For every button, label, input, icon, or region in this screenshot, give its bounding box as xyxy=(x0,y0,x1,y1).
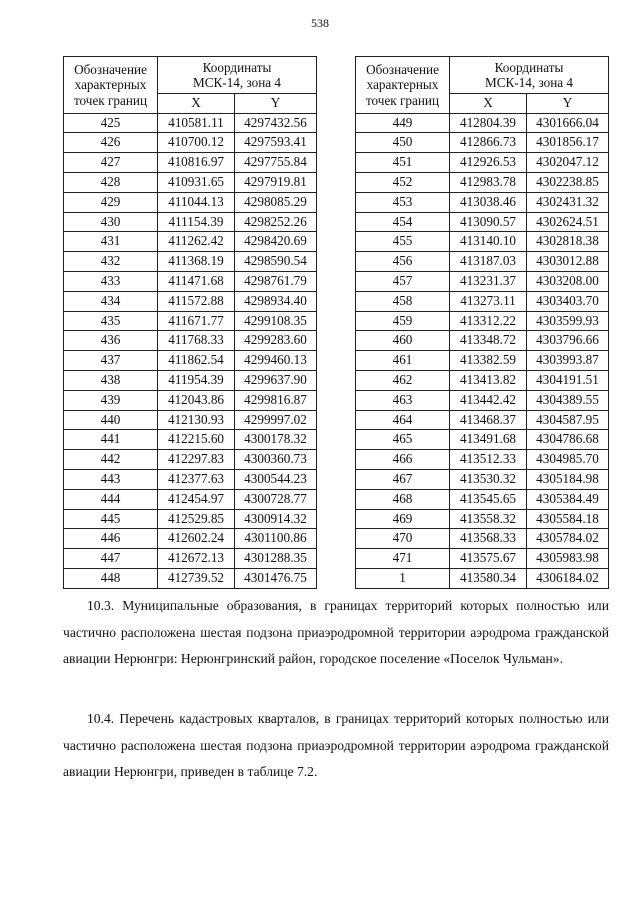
x-coordinate-cell: 410931.65 xyxy=(158,172,235,192)
y-coordinate-cell: 4302818.38 xyxy=(527,232,609,252)
table-row xyxy=(64,311,317,331)
x-coordinate-cell: 413382.59 xyxy=(450,351,527,371)
table-row xyxy=(356,271,609,291)
point-number-cell: 429 xyxy=(64,192,158,212)
x-coordinate-cell: 413348.72 xyxy=(450,331,527,351)
x-coordinate-cell: 412377.63 xyxy=(158,469,235,489)
header-y: Y xyxy=(235,94,317,114)
header-coordinates: Координаты МСК-14, зона 4 xyxy=(158,57,317,94)
point-number-cell: 464 xyxy=(356,410,450,430)
y-coordinate-cell: 4303993.87 xyxy=(527,351,609,371)
x-coordinate-cell: 413468.37 xyxy=(450,410,527,430)
x-coordinate-cell: 412866.73 xyxy=(450,133,527,153)
point-number-cell: 431 xyxy=(64,232,158,252)
x-coordinate-cell: 411671.77 xyxy=(158,311,235,331)
x-coordinate-cell: 413312.22 xyxy=(450,311,527,331)
header-coordinates: Координаты МСК-14, зона 4 xyxy=(450,57,609,94)
x-coordinate-cell: 411572.88 xyxy=(158,291,235,311)
y-coordinate-cell: 4303796.66 xyxy=(527,331,609,351)
point-number-cell: 460 xyxy=(356,331,450,351)
x-coordinate-cell: 413530.32 xyxy=(450,469,527,489)
x-coordinate-cell: 412215.60 xyxy=(158,430,235,450)
x-coordinate-cell: 411262.42 xyxy=(158,232,235,252)
point-number-cell: 444 xyxy=(64,489,158,509)
table-row xyxy=(356,529,609,549)
table-row xyxy=(64,430,317,450)
y-coordinate-cell: 4301288.35 xyxy=(235,549,317,569)
point-number-cell: 432 xyxy=(64,252,158,272)
table-row xyxy=(64,450,317,470)
table-row xyxy=(64,212,317,232)
point-number-cell: 451 xyxy=(356,153,450,173)
x-coordinate-cell: 411154.39 xyxy=(158,212,235,232)
point-number-cell: 452 xyxy=(356,172,450,192)
point-number-cell: 426 xyxy=(64,133,158,153)
table-row xyxy=(356,469,609,489)
table-row xyxy=(64,509,317,529)
x-coordinate-cell: 413231.37 xyxy=(450,271,527,291)
x-coordinate-cell: 412043.86 xyxy=(158,390,235,410)
table-row xyxy=(356,212,609,232)
y-coordinate-cell: 4304985.70 xyxy=(527,450,609,470)
table-row xyxy=(64,271,317,291)
table-row xyxy=(64,192,317,212)
table-row xyxy=(64,291,317,311)
x-coordinate-cell: 411044.13 xyxy=(158,192,235,212)
paragraph-10-4: 10.4. Перечень кадастровых кварталов, в границах территорий которых полностью или частично расположена шестая подзона приаэродромной территории аэродрома гражданской авиации Нерюнгри, приведен в таблице 7.2. xyxy=(63,711,609,779)
x-coordinate-cell: 413413.82 xyxy=(450,370,527,390)
y-coordinate-cell: 4302047.12 xyxy=(527,153,609,173)
point-number-cell: 466 xyxy=(356,450,450,470)
x-coordinate-cell: 412602.24 xyxy=(158,529,235,549)
x-coordinate-cell: 412672.13 xyxy=(158,549,235,569)
table-row xyxy=(64,172,317,192)
header-x: X xyxy=(450,94,527,114)
x-coordinate-cell: 413545.65 xyxy=(450,489,527,509)
table-row xyxy=(356,549,609,569)
y-coordinate-cell: 4301856.17 xyxy=(527,133,609,153)
x-coordinate-cell: 412983.78 xyxy=(450,172,527,192)
table-row xyxy=(356,291,609,311)
point-number-cell: 449 xyxy=(356,113,450,133)
table-row xyxy=(356,351,609,371)
point-number-cell: 439 xyxy=(64,390,158,410)
y-coordinate-cell: 4305584.18 xyxy=(527,509,609,529)
x-coordinate-cell: 412454.97 xyxy=(158,489,235,509)
table-row xyxy=(356,370,609,390)
y-coordinate-cell: 4299283.60 xyxy=(235,331,317,351)
y-coordinate-cell: 4304389.55 xyxy=(527,390,609,410)
y-coordinate-cell: 4300544.23 xyxy=(235,469,317,489)
x-coordinate-cell: 412804.39 xyxy=(450,113,527,133)
point-number-cell: 442 xyxy=(64,450,158,470)
x-coordinate-cell: 412739.52 xyxy=(158,568,235,588)
y-coordinate-cell: 4300728.77 xyxy=(235,489,317,509)
y-coordinate-cell: 4298420.69 xyxy=(235,232,317,252)
point-number-cell: 428 xyxy=(64,172,158,192)
x-coordinate-cell: 413273.11 xyxy=(450,291,527,311)
point-number-cell: 448 xyxy=(64,568,158,588)
y-coordinate-cell: 4305784.02 xyxy=(527,529,609,549)
table-row xyxy=(356,133,609,153)
x-coordinate-cell: 412297.83 xyxy=(158,450,235,470)
point-number-cell: 436 xyxy=(64,331,158,351)
page-number: 538 xyxy=(311,16,329,30)
x-coordinate-cell: 413575.67 xyxy=(450,549,527,569)
point-number-cell: 470 xyxy=(356,529,450,549)
table-row xyxy=(64,133,317,153)
point-number-cell: 468 xyxy=(356,489,450,509)
y-coordinate-cell: 4303012.88 xyxy=(527,252,609,272)
point-number-cell: 440 xyxy=(64,410,158,430)
x-coordinate-cell: 410700.12 xyxy=(158,133,235,153)
table-row xyxy=(356,568,609,588)
table-row xyxy=(356,489,609,509)
x-coordinate-cell: 413090.57 xyxy=(450,212,527,232)
table-row xyxy=(356,390,609,410)
table-row xyxy=(64,549,317,569)
x-coordinate-cell: 411862.54 xyxy=(158,351,235,371)
point-number-cell: 458 xyxy=(356,291,450,311)
y-coordinate-cell: 4299108.35 xyxy=(235,311,317,331)
y-coordinate-cell: 4301476.75 xyxy=(235,568,317,588)
y-coordinate-cell: 4299637.90 xyxy=(235,370,317,390)
y-coordinate-cell: 4297755.84 xyxy=(235,153,317,173)
point-number-cell: 433 xyxy=(64,271,158,291)
x-coordinate-cell: 411368.19 xyxy=(158,252,235,272)
point-number-cell: 437 xyxy=(64,351,158,371)
table-row xyxy=(356,410,609,430)
table-row xyxy=(64,390,317,410)
y-coordinate-cell: 4300360.73 xyxy=(235,450,317,470)
x-coordinate-cell: 413491.68 xyxy=(450,430,527,450)
point-number-cell: 469 xyxy=(356,509,450,529)
y-coordinate-cell: 4299997.02 xyxy=(235,410,317,430)
header-point-designation: Обозначение характерных точек границ xyxy=(356,57,450,114)
y-coordinate-cell: 4304587.95 xyxy=(527,410,609,430)
x-coordinate-cell: 412926.53 xyxy=(450,153,527,173)
x-coordinate-cell: 413512.33 xyxy=(450,450,527,470)
point-number-cell: 1 xyxy=(356,568,450,588)
table-row xyxy=(64,153,317,173)
y-coordinate-cell: 4297919.81 xyxy=(235,172,317,192)
point-number-cell: 434 xyxy=(64,291,158,311)
y-coordinate-cell: 4302624.51 xyxy=(527,212,609,232)
point-number-cell: 455 xyxy=(356,232,450,252)
header-point-designation: Обозначение характерных точек границ xyxy=(64,57,158,114)
table-row xyxy=(356,450,609,470)
y-coordinate-cell: 4305384.49 xyxy=(527,489,609,509)
x-coordinate-cell: 412529.85 xyxy=(158,509,235,529)
point-number-cell: 459 xyxy=(356,311,450,331)
point-number-cell: 456 xyxy=(356,252,450,272)
y-coordinate-cell: 4300914.32 xyxy=(235,509,317,529)
y-coordinate-cell: 4301100.86 xyxy=(235,529,317,549)
point-number-cell: 441 xyxy=(64,430,158,450)
x-coordinate-cell: 411954.39 xyxy=(158,370,235,390)
y-coordinate-cell: 4300178.32 xyxy=(235,430,317,450)
table-row xyxy=(64,489,317,509)
point-number-cell: 462 xyxy=(356,370,450,390)
table-row xyxy=(356,172,609,192)
table-row xyxy=(64,331,317,351)
header-x: X xyxy=(158,94,235,114)
table-row xyxy=(64,252,317,272)
point-number-cell: 430 xyxy=(64,212,158,232)
point-number-cell: 425 xyxy=(64,113,158,133)
point-number-cell: 443 xyxy=(64,469,158,489)
paragraph-10-3: 10.3. Муниципальные образования, в границах территорий которых полностью или частично расположена шестая подзона приаэродромной территории аэродрома гражданской авиации Нерюнгри: Нерюнгринский район, городское поселение «Поселок Чульман». xyxy=(63,598,609,666)
y-coordinate-cell: 4298085.29 xyxy=(235,192,317,212)
point-number-cell: 461 xyxy=(356,351,450,371)
y-coordinate-cell: 4298590.54 xyxy=(235,252,317,272)
table-row xyxy=(64,469,317,489)
point-number-cell: 427 xyxy=(64,153,158,173)
x-coordinate-cell: 411768.33 xyxy=(158,331,235,351)
point-number-cell: 438 xyxy=(64,370,158,390)
y-coordinate-cell: 4304786.68 xyxy=(527,430,609,450)
table-row xyxy=(356,232,609,252)
point-number-cell: 450 xyxy=(356,133,450,153)
y-coordinate-cell: 4303208.00 xyxy=(527,271,609,291)
point-number-cell: 453 xyxy=(356,192,450,212)
x-coordinate-cell: 412130.93 xyxy=(158,410,235,430)
y-coordinate-cell: 4302431.32 xyxy=(527,192,609,212)
point-number-cell: 465 xyxy=(356,430,450,450)
y-coordinate-cell: 4304191.51 xyxy=(527,370,609,390)
table-row xyxy=(64,568,317,588)
y-coordinate-cell: 4305184.98 xyxy=(527,469,609,489)
header-y: Y xyxy=(527,94,609,114)
point-number-cell: 435 xyxy=(64,311,158,331)
table-row xyxy=(64,529,317,549)
table-row xyxy=(356,192,609,212)
table-row xyxy=(64,113,317,133)
y-coordinate-cell: 4297432.56 xyxy=(235,113,317,133)
x-coordinate-cell: 413140.10 xyxy=(450,232,527,252)
table-row xyxy=(356,331,609,351)
table-row xyxy=(356,430,609,450)
y-coordinate-cell: 4298761.79 xyxy=(235,271,317,291)
y-coordinate-cell: 4299816.87 xyxy=(235,390,317,410)
table-row xyxy=(64,232,317,252)
y-coordinate-cell: 4298934.40 xyxy=(235,291,317,311)
table-row xyxy=(64,351,317,371)
x-coordinate-cell: 413568.33 xyxy=(450,529,527,549)
x-coordinate-cell: 411471.68 xyxy=(158,271,235,291)
x-coordinate-cell: 410816.97 xyxy=(158,153,235,173)
point-number-cell: 471 xyxy=(356,549,450,569)
table-row xyxy=(356,113,609,133)
coordinates-table-right xyxy=(355,56,609,589)
y-coordinate-cell: 4301666.04 xyxy=(527,113,609,133)
x-coordinate-cell: 413558.32 xyxy=(450,509,527,529)
table-row xyxy=(64,410,317,430)
x-coordinate-cell: 410581.11 xyxy=(158,113,235,133)
point-number-cell: 463 xyxy=(356,390,450,410)
table-row xyxy=(356,509,609,529)
y-coordinate-cell: 4298252.26 xyxy=(235,212,317,232)
y-coordinate-cell: 4297593.41 xyxy=(235,133,317,153)
table-row xyxy=(64,370,317,390)
point-number-cell: 446 xyxy=(64,529,158,549)
x-coordinate-cell: 413442.42 xyxy=(450,390,527,410)
point-number-cell: 454 xyxy=(356,212,450,232)
y-coordinate-cell: 4303403.70 xyxy=(527,291,609,311)
table-row xyxy=(356,153,609,173)
x-coordinate-cell: 413187.03 xyxy=(450,252,527,272)
x-coordinate-cell: 413580.34 xyxy=(450,568,527,588)
point-number-cell: 445 xyxy=(64,509,158,529)
point-number-cell: 457 xyxy=(356,271,450,291)
point-number-cell: 467 xyxy=(356,469,450,489)
coordinates-table-left xyxy=(63,56,317,589)
x-coordinate-cell: 413038.46 xyxy=(450,192,527,212)
y-coordinate-cell: 4305983.98 xyxy=(527,549,609,569)
y-coordinate-cell: 4303599.93 xyxy=(527,311,609,331)
table-row xyxy=(356,311,609,331)
table-row xyxy=(356,252,609,272)
y-coordinate-cell: 4299460.13 xyxy=(235,351,317,371)
point-number-cell: 447 xyxy=(64,549,158,569)
y-coordinate-cell: 4302238.85 xyxy=(527,172,609,192)
y-coordinate-cell: 4306184.02 xyxy=(527,568,609,588)
